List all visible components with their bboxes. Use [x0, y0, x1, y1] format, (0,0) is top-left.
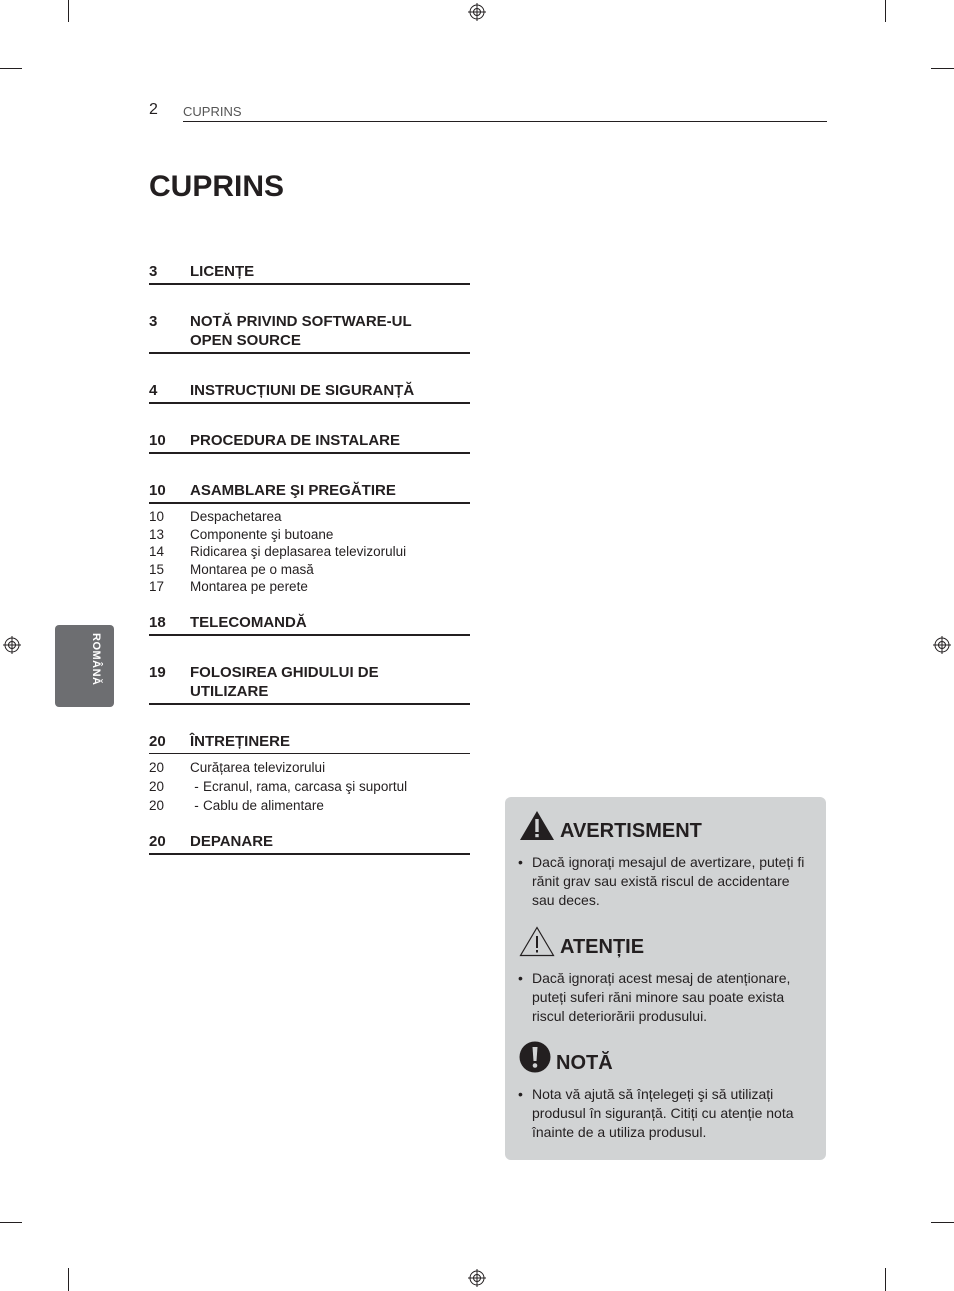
toc-subsection[interactable] — [149, 578, 470, 596]
toc-page-number: 20 — [149, 732, 166, 750]
toc-page-number: 13 — [149, 526, 165, 542]
toc-section-title — [190, 663, 379, 701]
page-title: CUPRINS — [149, 170, 285, 203]
toc-title-line: NOTĂ PRIVIND SOFTWARE-UL — [190, 313, 412, 330]
toc-page-number: 3 — [149, 313, 158, 330]
toc-page-number: 10 — [149, 432, 166, 449]
crop-mark — [931, 1222, 954, 1223]
toc-section-title: ASAMBLARE ŞI PREGĂTIRE — [190, 482, 396, 499]
running-header: CUPRINS — [183, 104, 242, 119]
toc-page-number: 20 — [149, 797, 165, 813]
page-number: 2 — [149, 101, 158, 118]
toc-subsection[interactable] — [149, 758, 470, 777]
toc-section[interactable] — [149, 262, 470, 285]
toc-subsection[interactable] — [149, 526, 470, 544]
toc-page-number: 17 — [149, 579, 165, 594]
language-side-tab — [55, 625, 114, 707]
toc-page-number: 10 — [149, 482, 166, 499]
toc-title-line: UTILIZARE — [190, 682, 269, 700]
note-heading — [519, 1041, 613, 1073]
toc-section-title: INSTRUCȚIUNI DE SIGURANȚĂ — [190, 382, 415, 399]
warning-text: • Dacă ignorați mesajul de avertizare, puteți fi rănit grav sau există riscul de accidentare sau deces. — [518, 854, 805, 908]
crop-mark — [0, 1222, 22, 1223]
caution-triangle-outline-icon — [519, 926, 555, 957]
toc-section-title: LICENȚE — [190, 263, 255, 280]
language-label: ROMÂNĂ — [90, 633, 102, 686]
table-of-contents — [149, 262, 470, 855]
toc-section[interactable] — [149, 431, 470, 454]
warning-triangle-filled-icon — [519, 810, 555, 841]
warning-label: AVERTISMENT — [560, 820, 702, 842]
toc-subsection-title: Montarea pe perete — [190, 579, 308, 594]
toc-section-title: PROCEDURA DE INSTALARE — [190, 432, 401, 449]
crop-mark — [68, 0, 69, 22]
toc-section[interactable] — [149, 832, 470, 855]
toc-subsection-title: Componente şi butoane — [190, 526, 334, 542]
note-label: NOTĂ — [556, 1052, 613, 1074]
notice-legend-box — [505, 797, 826, 1160]
toc-subsection-title: Curățarea televizorului — [190, 759, 326, 775]
registration-mark-icon — [468, 1269, 486, 1287]
toc-subsection-title: Montarea pe o masă — [190, 561, 314, 577]
toc-section[interactable] — [149, 663, 470, 705]
toc-title-line: FOLOSIREA GHIDULUI DE — [190, 663, 379, 681]
crop-mark — [931, 68, 954, 69]
toc-section[interactable] — [149, 613, 470, 636]
toc-subsection[interactable] — [149, 561, 470, 579]
caution-text: • Dacă ignorați acest mesaj de atenționare, puteți suferi răni minore sau poate exista riscul deteriorării produsului. — [518, 970, 791, 1024]
crop-mark — [68, 1268, 69, 1291]
toc-page-number: 10 — [149, 509, 165, 524]
toc-section-title: ÎNTREȚINERE — [190, 732, 291, 750]
toc-subsection[interactable] — [149, 777, 470, 796]
toc-page-number: 20 — [149, 778, 165, 794]
toc-section[interactable] — [149, 312, 470, 354]
caution-label: ATENȚIE — [560, 936, 645, 958]
toc-title-line: OPEN SOURCE — [190, 332, 301, 349]
note-text: • Nota vă ajută să înțelegeți şi să utilizați produsul în siguranță. Citiți cu atenție nota înainte de a utiliza produsul. — [518, 1086, 794, 1140]
crop-mark — [885, 1268, 886, 1291]
toc-page-number: 15 — [149, 561, 165, 577]
registration-mark-icon — [3, 636, 21, 654]
toc-section[interactable] — [149, 732, 470, 754]
toc-page-number: 4 — [149, 382, 158, 399]
toc-subsection[interactable] — [149, 508, 470, 526]
toc-section-title: DEPANARE — [190, 832, 274, 850]
toc-page-number: 20 — [149, 759, 165, 775]
crop-mark — [0, 68, 22, 69]
registration-mark-icon — [468, 3, 486, 21]
toc-section[interactable] — [149, 381, 470, 404]
toc-section-title: TELECOMANDĂ — [190, 613, 307, 631]
toc-page-number: 14 — [149, 544, 165, 559]
toc-subsection-title: - Ecranul, rama, carcasa şi suportul — [190, 777, 407, 796]
caution-heading — [519, 926, 644, 957]
toc-page-number: 18 — [149, 613, 166, 631]
toc-section-title — [190, 312, 412, 350]
toc-subsection-title: - Cablu de alimentare — [190, 796, 324, 815]
warning-heading — [519, 810, 702, 841]
crop-mark — [885, 0, 886, 22]
toc-page-number: 3 — [149, 263, 158, 280]
toc-subsection-title: Despachetarea — [190, 509, 282, 524]
toc-subsection[interactable] — [149, 543, 470, 561]
toc-page-number: 20 — [149, 832, 166, 850]
toc-section[interactable] — [149, 481, 470, 504]
exclamation-circle-icon — [519, 1041, 551, 1073]
registration-mark-icon — [933, 636, 951, 654]
header-rule — [183, 121, 827, 122]
toc-page-number: 19 — [149, 663, 166, 681]
toc-subsection-title: Ridicarea şi deplasarea televizorului — [190, 544, 407, 559]
toc-subsection[interactable] — [149, 796, 470, 815]
